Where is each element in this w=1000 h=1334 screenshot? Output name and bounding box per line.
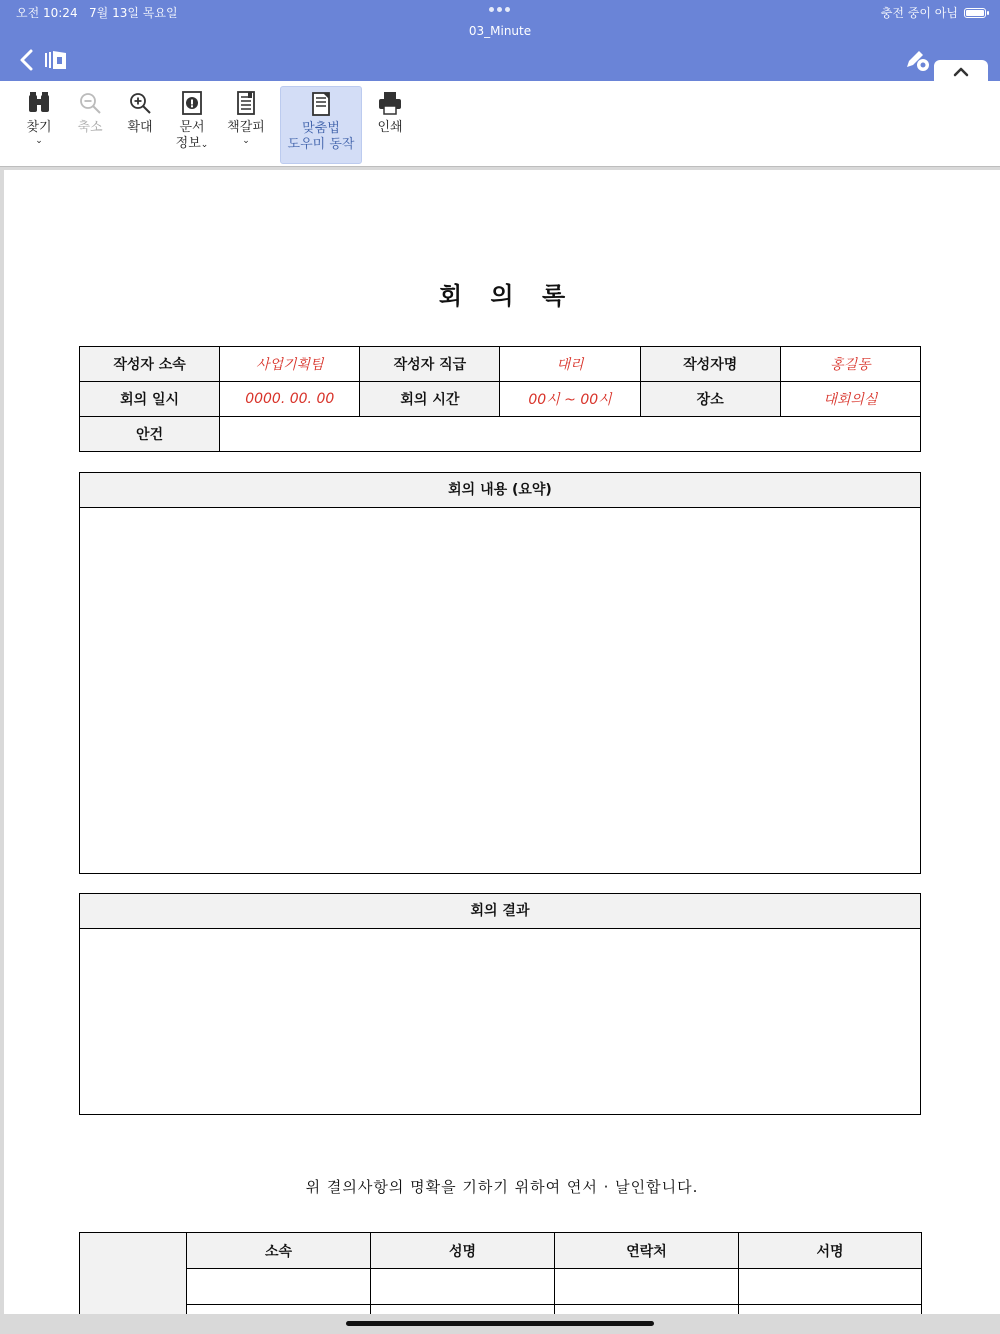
print-button[interactable] [372, 86, 408, 162]
zoom-out-button[interactable] [72, 86, 108, 162]
ribbon-toolbar [0, 81, 1000, 167]
meeting-date-value[interactable]: 0000. 00. 00 [220, 382, 360, 417]
find-button[interactable] [20, 86, 58, 162]
meeting-time-label: 회의 시간 [360, 382, 500, 417]
signature-side-cell [80, 1233, 187, 1315]
zoom-in-button[interactable] [122, 86, 158, 162]
status-right [881, 4, 986, 21]
author-rank-value[interactable]: 대리 [500, 347, 640, 382]
zoom-out-label: 축소 [77, 120, 103, 135]
collapse-toolbar-button[interactable] [934, 60, 988, 81]
author-name-value[interactable]: 홍길동 [780, 347, 920, 382]
meeting-info-table [79, 346, 921, 452]
sign-cell[interactable] [555, 1305, 739, 1315]
chevron-up-icon [934, 60, 988, 81]
sign-cell[interactable] [739, 1269, 922, 1305]
status-time [16, 4, 178, 21]
spellcheck-icon [308, 91, 334, 117]
place-label: 장소 [640, 382, 780, 417]
chevron-down-icon: ⌄ [35, 136, 43, 146]
bookmark-button[interactable] [226, 86, 266, 162]
sign-cell[interactable] [187, 1305, 371, 1315]
author-dept-label: 작성자 소속 [80, 347, 220, 382]
document-page[interactable] [4, 170, 1000, 1314]
signature-statement: 위 결의사항의 명확을 기하기 위하여 연서 · 날인합니다. [305, 1178, 699, 1196]
sign-header-signature: 서명 [739, 1233, 922, 1269]
battery-icon [964, 8, 986, 18]
place-value[interactable]: 대회의실 [780, 382, 920, 417]
spellcheck-label: 맞춤법 도우미 동작 [287, 121, 355, 152]
document-info-icon [179, 90, 205, 116]
spellcheck-helper-button[interactable] [280, 86, 362, 164]
sign-cell[interactable] [371, 1305, 555, 1315]
hwp-book-icon[interactable] [44, 48, 68, 72]
title-bar [0, 0, 1000, 81]
meeting-result-heading: 회의 결과 [80, 894, 920, 929]
author-name-label: 작성자명 [640, 347, 780, 382]
sign-header-contact: 연락처 [555, 1233, 739, 1269]
home-indicator[interactable] [346, 1321, 654, 1326]
charging-status: 충전 중이 아님 [880, 6, 958, 20]
meeting-summary-content[interactable] [80, 508, 920, 873]
document-title: 03_Minute [468, 24, 532, 38]
find-label: 찾기 [26, 120, 52, 135]
print-label: 인쇄 [377, 120, 403, 135]
zoom-out-icon [77, 90, 103, 116]
zoom-in-label: 확대 [127, 120, 153, 135]
table-row [80, 1269, 922, 1305]
agenda-label: 안건 [80, 417, 220, 452]
sign-header-dept: 소속 [187, 1233, 371, 1269]
binoculars-icon [26, 90, 52, 116]
meeting-summary-heading: 회의 내용 (요약) [80, 473, 920, 508]
meeting-result-content[interactable] [80, 929, 920, 1114]
author-rank-label: 작성자 직급 [360, 347, 500, 382]
bookmark-icon [233, 90, 259, 116]
sign-cell[interactable] [555, 1269, 739, 1305]
signature-table [79, 1232, 922, 1314]
agenda-value[interactable] [220, 417, 921, 452]
pen-settings-icon[interactable] [904, 46, 930, 72]
back-arrow-icon[interactable] [16, 48, 38, 72]
author-dept-value[interactable]: 사업기획팀 [220, 347, 360, 382]
bookmark-label: 책갈피 [227, 120, 265, 135]
clock: 오전 10:24 [16, 6, 78, 20]
document-info-button[interactable] [172, 86, 212, 162]
sign-cell[interactable] [739, 1305, 922, 1315]
table-row [80, 1305, 922, 1315]
document-heading: 회 의 록 [438, 282, 576, 310]
meeting-date-label: 회의 일시 [80, 382, 220, 417]
sign-cell[interactable] [371, 1269, 555, 1305]
chevron-down-icon: ⌄ [242, 136, 250, 146]
document-info-label: 문서 정보⌄ [175, 120, 209, 151]
meeting-result-box [79, 893, 921, 1115]
sign-header-name: 성명 [371, 1233, 555, 1269]
meeting-summary-box [79, 472, 921, 874]
sign-cell[interactable] [187, 1269, 371, 1305]
meeting-time-value[interactable]: 00시 ~ 00시 [500, 382, 640, 417]
date: 7월 13일 목요일 [89, 6, 178, 20]
multitask-dots[interactable] [489, 7, 510, 12]
zoom-in-icon [127, 90, 153, 116]
printer-icon [377, 90, 403, 116]
